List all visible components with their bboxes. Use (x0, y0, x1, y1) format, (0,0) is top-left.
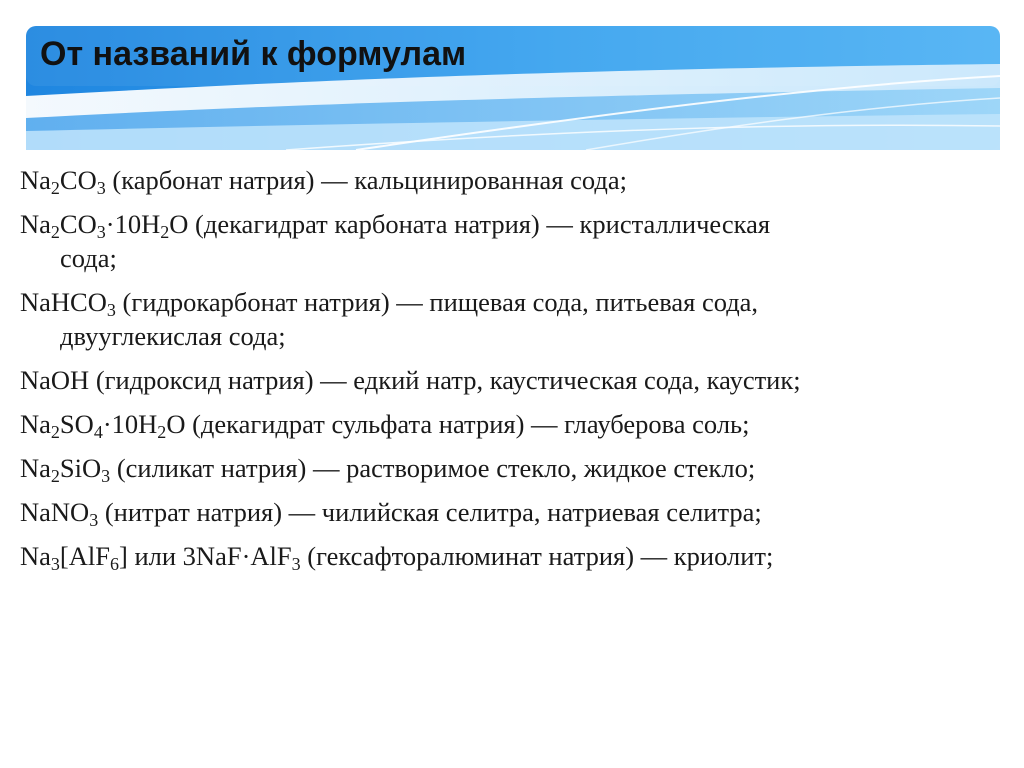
formula-text: Na (20, 409, 51, 439)
formula-subscript: 2 (160, 222, 170, 243)
formula-subscript: 3 (96, 178, 106, 199)
compound-entry (20, 363, 1010, 397)
chemical-formula (20, 287, 116, 321)
compound-entry (20, 407, 1010, 441)
formula-text: [AlF (59, 541, 110, 571)
compound-entry (20, 451, 1010, 485)
chemical-formula (20, 409, 186, 443)
formula-subscript: 2 (157, 422, 167, 443)
formula-text: Na (20, 209, 51, 239)
compound-description: (гидрокарбонат натрия) — пищевая сода, питьевая сода, (115, 287, 759, 317)
compound-list (20, 163, 1010, 583)
chemical-formula (20, 453, 111, 487)
formula-text: O (166, 409, 186, 439)
compound-description: (карбонат натрия) — кальцинированная сода; (105, 165, 627, 195)
formula-text: NaHCO (20, 287, 107, 317)
compound-description: (силикат натрия) — растворимое стекло, жидкое стекло; (110, 453, 756, 483)
slide-title: От названий к формулам (40, 35, 467, 73)
formula-text: SiO (59, 453, 102, 483)
formula-text: Na (20, 165, 51, 195)
compound-entry (20, 539, 1010, 573)
formula-text: ·10H (105, 209, 161, 239)
formula-text: SO (59, 409, 94, 439)
compound-description: (гексафторалюминат натрия) — криолит; (300, 541, 774, 571)
formula-text: CO (59, 165, 97, 195)
formula-subscript: 3 (291, 554, 301, 575)
formula-subscript: 3 (96, 222, 106, 243)
chemical-formula (20, 209, 189, 243)
formula-subscript: 2 (50, 422, 60, 443)
compound-entry (20, 207, 1010, 275)
chemical-formula (20, 365, 89, 395)
formula-text: CO (59, 209, 97, 239)
formula-text: ] или 3NaF·AlF (119, 541, 292, 571)
compound-description: (гидроксид натрия) — едкий натр, каустическая сода, каустик; (89, 365, 801, 395)
description-continuation: сода; (60, 243, 117, 273)
formula-subscript: 2 (50, 466, 60, 487)
chemical-formula (20, 165, 106, 199)
formula-subscript: 3 (89, 510, 99, 531)
formula-subscript: 2 (50, 178, 60, 199)
formula-text: NaNO (20, 497, 90, 527)
formula-text: Na (20, 453, 51, 483)
formula-text: ·10H (102, 409, 158, 439)
chemical-formula (20, 497, 99, 531)
formula-subscript: 3 (50, 554, 60, 575)
formula-text: Na (20, 541, 51, 571)
formula-subscript: 2 (50, 222, 60, 243)
description-continuation: двууглекислая сода; (60, 321, 286, 351)
formula-text: O (169, 209, 189, 239)
compound-description: (декагидрат карбоната натрия) — кристаллическая (188, 209, 771, 239)
compound-entry (20, 495, 1010, 529)
formula-subscript: 4 (93, 422, 103, 443)
formula-subscript: 6 (110, 554, 120, 575)
compound-entry (20, 285, 1010, 353)
formula-text: NaOH (20, 365, 90, 395)
compound-entry (20, 163, 1010, 197)
compound-description: (нитрат натрия) — чилийская селитра, натриевая селитра; (98, 497, 762, 527)
formula-subscript: 3 (101, 466, 111, 487)
compound-description: (декагидрат сульфата натрия) — глауберова соль; (185, 409, 750, 439)
chemical-formula (20, 541, 301, 575)
formula-subscript: 3 (106, 300, 116, 321)
